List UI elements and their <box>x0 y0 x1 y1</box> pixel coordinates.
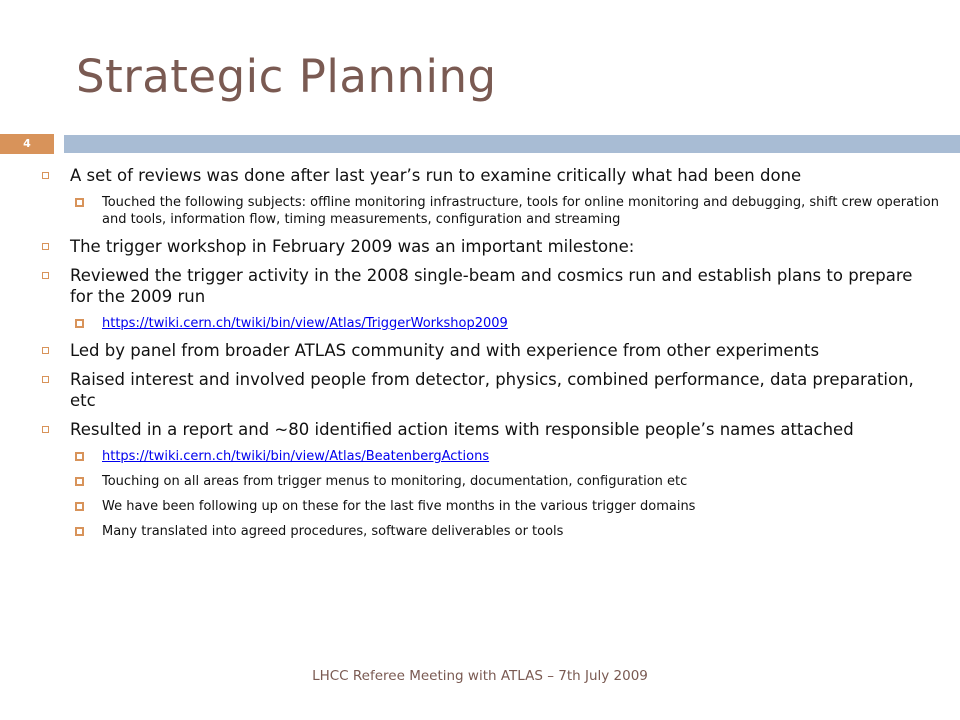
bullet-text: A set of reviews was done after last year’s run to examine critically what had been done <box>70 166 802 185</box>
sub-bullet-marker-icon <box>75 477 84 486</box>
sub-bullet-marker-icon <box>75 502 84 511</box>
bullet-text: Raised interest and involved people from detector, physics, combined performance, data preparation, etc <box>70 370 914 410</box>
bullet-marker-icon <box>42 172 49 179</box>
sub-bullet-item <box>40 448 940 465</box>
slide-number: 4 <box>0 134 54 154</box>
sub-bullet-marker-icon <box>75 319 84 328</box>
sub-bullet-marker-icon <box>75 452 84 461</box>
header-divider-bar <box>64 135 960 153</box>
twiki-link[interactable]: https://twiki.cern.ch/twiki/bin/view/Atlas/TriggerWorkshop2009 <box>102 316 508 331</box>
sub-bullet-item <box>40 498 940 515</box>
bullet-marker-icon <box>42 426 49 433</box>
bullet-item <box>40 419 940 440</box>
bullet-item <box>40 369 940 411</box>
bullet-item <box>40 265 940 307</box>
bullet-text: The trigger workshop in February 2009 was an important milestone: <box>70 237 635 256</box>
bullet-marker-icon <box>42 272 49 279</box>
bullet-item <box>40 236 940 257</box>
slide-body <box>40 165 940 548</box>
bullet-item <box>40 165 940 186</box>
sub-bullet-marker-icon <box>75 198 84 207</box>
bullet-marker-icon <box>42 376 49 383</box>
slide-title: Strategic Planning <box>76 50 497 103</box>
sub-bullet-item <box>40 473 940 490</box>
sub-bullet-text: Many translated into agreed procedures, software deliverables or tools <box>102 524 564 539</box>
twiki-link[interactable]: https://twiki.cern.ch/twiki/bin/view/Atlas/BeatenbergActions <box>102 449 490 464</box>
sub-bullet-item <box>40 194 940 228</box>
sub-bullet-text: Touching on all areas from trigger menus to monitoring, documentation, configuration etc <box>102 474 688 489</box>
slide-footer: LHCC Referee Meeting with ATLAS – 7th July 2009 <box>312 668 648 684</box>
bullet-item <box>40 340 940 361</box>
bullet-text: Reviewed the trigger activity in the 2008 single-beam and cosmics run and establish plans to prepare for the 2009 run <box>70 266 913 306</box>
sub-bullet-text: We have been following up on these for the last five months in the various trigger domains <box>102 499 696 514</box>
sub-bullet-item <box>40 523 940 540</box>
bullet-marker-icon <box>42 347 49 354</box>
bullet-text: Led by panel from broader ATLAS community and with experience from other experiments <box>70 341 820 360</box>
sub-bullet-item <box>40 315 940 332</box>
sub-bullet-marker-icon <box>75 527 84 536</box>
sub-bullet-text: Touched the following subjects: offline monitoring infrastructure, tools for online monitoring and debugging, shift crew operation and tools, information flow, timing measurements, configuration and streaming <box>102 195 939 227</box>
bullet-text: Resulted in a report and ~80 identified action items with responsible people’s names attached <box>70 420 854 439</box>
bullet-marker-icon <box>42 243 49 250</box>
